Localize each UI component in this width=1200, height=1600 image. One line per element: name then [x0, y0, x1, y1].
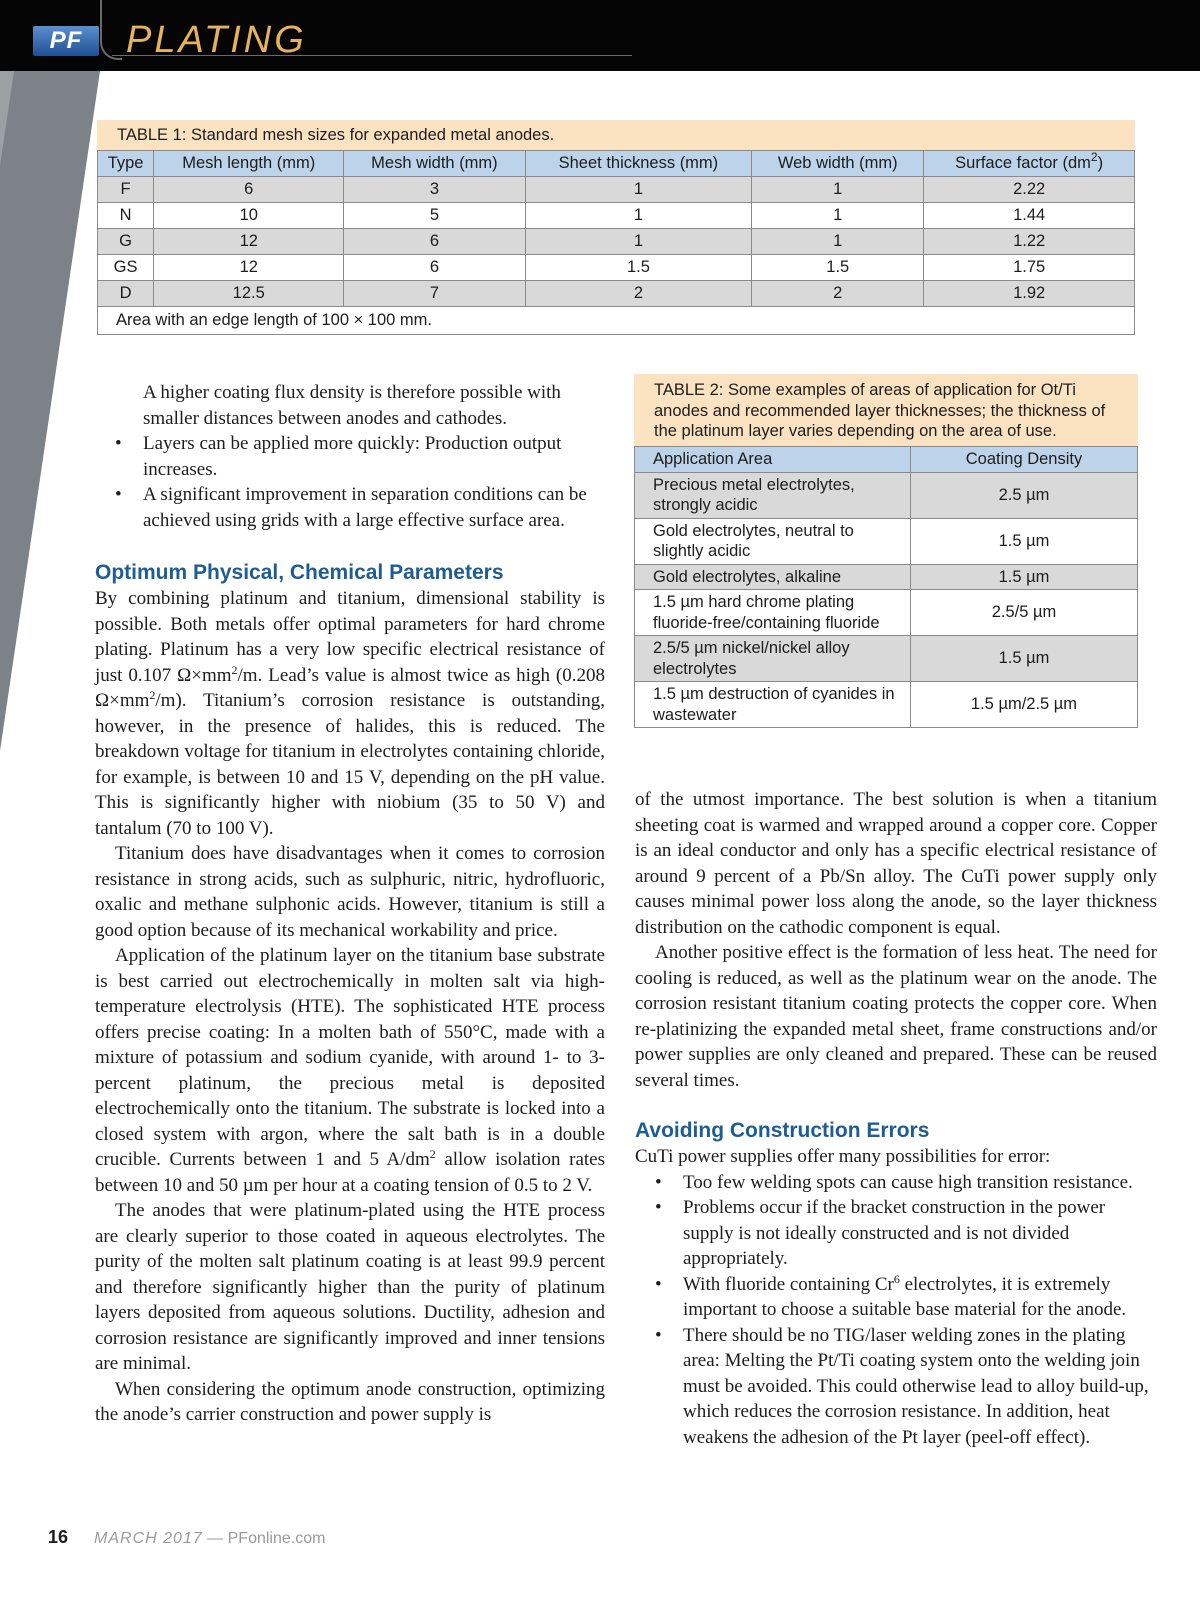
table-2-caption: TABLE 2: Some examples of areas of application for Ot/Ti anodes and recommended layer thicknesses; the thickness of the platinum layer varies depending on the area of use.: [634, 374, 1138, 446]
table-cell: GS: [98, 255, 154, 281]
table-cell: 1.92: [924, 281, 1135, 307]
superscript: 2: [1090, 150, 1098, 164]
table-cell: Gold electrolytes, neutral to slightly acidic: [635, 518, 911, 564]
table-cell: 5: [344, 203, 525, 229]
table-cell: 12: [154, 255, 344, 281]
superscript: 2: [429, 1147, 436, 1161]
table-row: [635, 472, 1138, 518]
bullet-list: [95, 431, 605, 533]
table-row: [635, 590, 1138, 636]
table-2-header-row: [635, 446, 1138, 472]
table-cell: 2: [752, 281, 924, 307]
section-heading: Avoiding Construction Errors: [635, 1119, 930, 1142]
table-1-grid: [97, 150, 1135, 335]
table-cell: 6: [154, 177, 344, 203]
table-cell: Gold electrolytes, alkaline: [635, 564, 911, 590]
text-run: allow isolation rates between 10 and 50 µm per hour at a coating tension of 0.5 to 2 V.: [95, 1149, 605, 1196]
text-run: /m). Titanium’s corrosion resistance is outstanding, however, in the presence of halides, this is reduced. The breakdown voltage for titanium in electrolytes containing chloride, for example, is between 10 and 15 V, depending on the pH value. This is significantly higher with niobium (35 to 50 V) and tantalum (70 to 100 V).: [95, 690, 605, 839]
section-heading: Optimum Physical, Chemical Parameters: [95, 561, 504, 584]
table-row: [98, 203, 1135, 229]
article-column-right: [635, 787, 1157, 1450]
table-cell: 1: [525, 177, 752, 203]
superscript: 2: [231, 662, 238, 677]
page-header: [0, 0, 1200, 71]
section-title: PLATING: [126, 19, 307, 61]
table-cell: 1: [752, 229, 924, 255]
text-run: electrolytes, it is extremely important to choose a suitable base material for the anode.: [683, 1273, 1127, 1320]
table-cell: 7: [344, 281, 525, 307]
table-cell: 1: [525, 229, 752, 255]
table-2-grid: [634, 446, 1138, 729]
table-1-header-text: Surface factor (dm: [955, 154, 1091, 172]
footer-separator: —: [202, 1530, 228, 1547]
table-cell: Precious metal electrolytes, strongly acidic: [635, 472, 911, 518]
list-item: [635, 1272, 1157, 1323]
table-row: [98, 229, 1135, 255]
table-cell: 1.5 µm/2.5 µm: [911, 682, 1138, 728]
table-cell: 3: [344, 177, 525, 203]
table-cell: 1.5 µm: [911, 564, 1138, 590]
table-row: [635, 682, 1138, 728]
table-2-header: Coating Density: [911, 446, 1138, 472]
superscript: 6: [893, 1271, 900, 1286]
table-cell: 1.5 µm: [911, 518, 1138, 564]
table-cell: 1.5 µm hard chrome plating fluoride-free/containing fluoride: [635, 590, 911, 636]
table-cell: 6: [344, 255, 525, 281]
table-1-note-row: [98, 307, 1135, 335]
table-1: [97, 120, 1135, 335]
table-cell: N: [98, 203, 154, 229]
body-paragraph: [95, 586, 605, 841]
table-1-header: Mesh width (mm): [344, 151, 525, 177]
intro-paragraph: A higher coating flux density is therefore possible with smaller distances between anodes and cathodes.: [143, 382, 561, 429]
body-paragraph: CuTi power supplies offer many possibilities for error:: [635, 1146, 1051, 1167]
table-cell: 1.22: [924, 229, 1135, 255]
table-1-header-row: [98, 151, 1135, 177]
table-cell: 2.5/5 µm nickel/nickel alloy electrolytes: [635, 636, 911, 682]
table-cell: 1.5: [752, 255, 924, 281]
table-cell: G: [98, 229, 154, 255]
table-cell: 2.5/5 µm: [911, 590, 1138, 636]
page-number: 16: [48, 1527, 69, 1547]
table-1-note: Area with an edge length of 100 × 100 mm.: [98, 307, 1135, 335]
table-cell: D: [98, 281, 154, 307]
table-1-header-text: ): [1097, 154, 1104, 172]
body-paragraph: [95, 943, 605, 1198]
table-row: [98, 177, 1135, 203]
table-cell: 1: [525, 203, 752, 229]
bullet-list: [635, 1170, 1157, 1451]
table-row: [635, 564, 1138, 590]
table-cell: 1.75: [924, 255, 1135, 281]
body-paragraph: The anodes that were platinum-plated using the HTE process are clearly superior to those coated in aqueous electrolytes. The purity of the molten salt platinum coating is at least 99.9 percent and therefore significantly higher than the purity of platinum layers deposited from aqueous solutions. Ductility, adhesion and corrosion resistance are significantly improved and inner tensions are minimal.: [95, 1200, 605, 1374]
table-cell: 10: [154, 203, 344, 229]
list-item: • There should be no TIG/laser welding zones in the plating area: Melting the Pt/Ti coating system onto the welding join must be avoided. This could otherwise lead to alloy build-up, which reduces the corrosion resistance. In addition, heat weakens the adhesion of the Pt layer (peel-off effect).: [635, 1323, 1157, 1451]
issue-date: MARCH 2017: [94, 1530, 203, 1547]
body-paragraph: Another positive effect is the formation of less heat. The need for cooling is reduced, as well as the platinum wear on the anode. The corrosion resistant titanium coating protects the copper core. When re-platinizing the expanded metal sheet, frame constructions and/or power supplies are only cleaned and prepared. These can be reused several times.: [635, 942, 1157, 1091]
list-item: • Too few welding spots can cause high transition resistance.: [635, 1170, 1157, 1196]
table-cell: 2: [525, 281, 752, 307]
table-cell: 1: [752, 177, 924, 203]
table-row: [635, 518, 1138, 564]
table-cell: 1.44: [924, 203, 1135, 229]
table-2: [634, 374, 1138, 728]
table-cell: 2.5 µm: [911, 472, 1138, 518]
table-cell: 2.22: [924, 177, 1135, 203]
table-row: [98, 255, 1135, 281]
table-1-header: Sheet thickness (mm): [525, 151, 752, 177]
table-1-header: Web width (mm): [752, 151, 924, 177]
list-item: • Layers can be applied more quickly: Production output increases.: [95, 431, 605, 482]
table-cell: 1.5: [525, 255, 752, 281]
text-run: /m. Lead’s value is almost twice as high (0.208 Ω×mm: [95, 664, 605, 711]
table-cell: 1: [752, 203, 924, 229]
header-divider-curve: [100, 0, 122, 60]
superscript: 2: [149, 688, 156, 702]
decorative-wedge: [0, 71, 100, 751]
table-row: [98, 281, 1135, 307]
table-1-caption: TABLE 1: Standard mesh sizes for expanded metal anodes.: [97, 120, 1135, 150]
list-item: • A significant improvement in separation conditions can be achieved using grids with a large effective surface area.: [95, 482, 605, 533]
table-cell: 6: [344, 229, 525, 255]
text-run: By combining platinum and titanium, dimensional stability is possible. Both metals offer optimal parameters for hard chrome plating. Platinum has a very low specific electrical resistance of just 0.107 Ω×mm: [95, 588, 605, 686]
table-row: [635, 636, 1138, 682]
table-cell: 1.5 µm: [911, 636, 1138, 682]
pf-logo: PF: [33, 26, 99, 56]
article-column-left: [95, 380, 605, 1428]
website-link[interactable]: PFonline.com: [227, 1530, 326, 1547]
table-1-header: [924, 151, 1135, 177]
body-paragraph: Titanium does have disadvantages when it comes to corrosion resistance in strong acids, such as sulphuric, nitric, hydrofluoric, oxalic and methane sulphonic acids. However, titanium is still a good option because of its mechanical workability and price.: [95, 843, 605, 941]
table-cell: 12.5: [154, 281, 344, 307]
list-item: • Problems occur if the bracket construction in the power supply is not ideally constructed and is not divided appropriately.: [635, 1195, 1157, 1272]
table-1-header: Mesh length (mm): [154, 151, 344, 177]
table-1-header: Type: [98, 151, 154, 177]
table-2-header: Application Area: [635, 446, 911, 472]
page-footer: [48, 1527, 325, 1548]
table-cell: F: [98, 177, 154, 203]
text-run: With fluoride containing Cr: [683, 1273, 894, 1295]
body-paragraph: When considering the optimum anode construction, optimizing the anode’s carrier construction and power supply is: [95, 1378, 605, 1425]
table-cell: 12: [154, 229, 344, 255]
body-paragraph: of the utmost importance. The best solution is when a titanium sheeting coat is warmed and wrapped around a copper core. Copper is an ideal conductor and only has a specific electrical resistance of around 9 percent of a Pb/Sn alloy. The CuTi power supply only causes minimal power loss along the anode, so the layer thickness distribution on the cathodic component is equal.: [635, 789, 1157, 938]
text-run: Application of the platinum layer on the titanium base substrate is best carried out electrochemically in molten salt via high-temperature electrolysis (HTE). The sophisticated HTE process offers precise coating: In a molten bath of 550°C, made with a mixture of potassium and sodium cyanide, with around 1- to 3-percent platinum, the precious metal is deposited electrochemically onto the titanium. The substrate is locked into a closed system with argon, where the salt bath is in a double crucible. Currents between 1 and 5 A/dm: [95, 945, 605, 1170]
table-cell: 1.5 µm destruction of cyanides in wastewater: [635, 682, 911, 728]
